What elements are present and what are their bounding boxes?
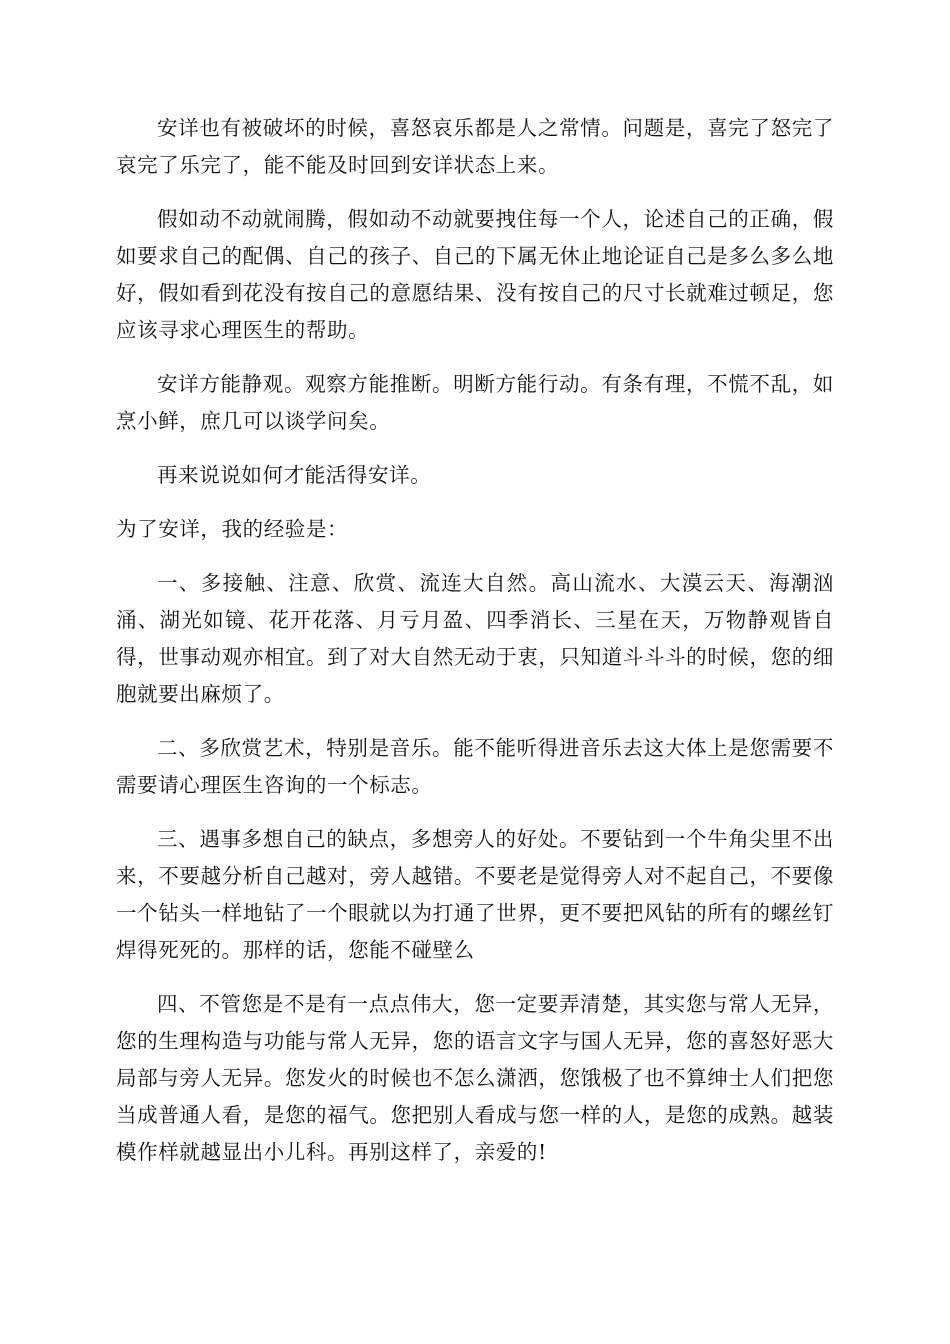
paragraph-2: 假如动不动就闹腾，假如动不动就要拽住每一个人，论述自己的正确，假如要求自己的配偶、自己的孩子、自己的下属无休止地论证自己是多么多么地好，假如看到花没有按自己的意愿结果、没有按自己的尺寸长就难过顿足，您应该寻求心理医生的帮助。: [116, 207, 834, 342]
paragraph-3: 安详方能静观。观察方能推断。明断方能行动。有条有理，不慌不乱，如烹小鲜，庶几可以谈学问矣。: [116, 372, 834, 433]
paragraph-8: 三、遇事多想自己的缺点，多想旁人的好处。不要钻到一个牛角尖里不出来，不要越分析自己越对，旁人越错。不要老是觉得旁人对不起自己，不要像一个钻头一样地钻了一个眼就以为打通了世界，更不要把风钻的所有的螺丝钉焊得死死的。那样的话，您能不碰壁么: [116, 827, 834, 962]
paragraph-9: 四、不管您是不是有一点点伟大，您一定要弄清楚，其实您与常人无异，您的生理构造与功能与常人无异，您的语言文字与国人无异，您的喜怒好恶大局部与旁人无异。您发火的时候也不怎么潇洒，您饿极了也不算绅士人们把您当成普通人看，是您的福气。您把别人看成与您一样的人，是您的成熟。越装模作样就越显出小儿科。再别这样了，亲爱的!: [116, 992, 834, 1164]
paragraph-4: 再来说说如何才能活得安详。: [157, 463, 432, 487]
document-body: [116, 110, 834, 1188]
paragraph-5: 为了安详，我的经验是：: [116, 517, 349, 541]
paragraph-1: 安详也有被破坏的时候，喜怒哀乐都是人之常情。问题是，喜完了怒完了哀完了乐完了，能不能及时回到安详状态上来。: [116, 116, 834, 177]
paragraph-6: 一、多接触、注意、欣赏、流连大自然。高山流水、大漠云天、海潮汹涌、湖光如镜、花开花落、月亏月盈、四季消长、三星在天，万物静观皆自得，世事动观亦相宜。到了对大自然无动于衷，只知道斗斗斗的时候，您的细胞就要出麻烦了。: [116, 571, 834, 706]
paragraph-7: 二、多欣赏艺术，特别是音乐。能不能听得进音乐去这大体上是您需要不需要请心理医生咨询的一个标志。: [116, 736, 834, 797]
